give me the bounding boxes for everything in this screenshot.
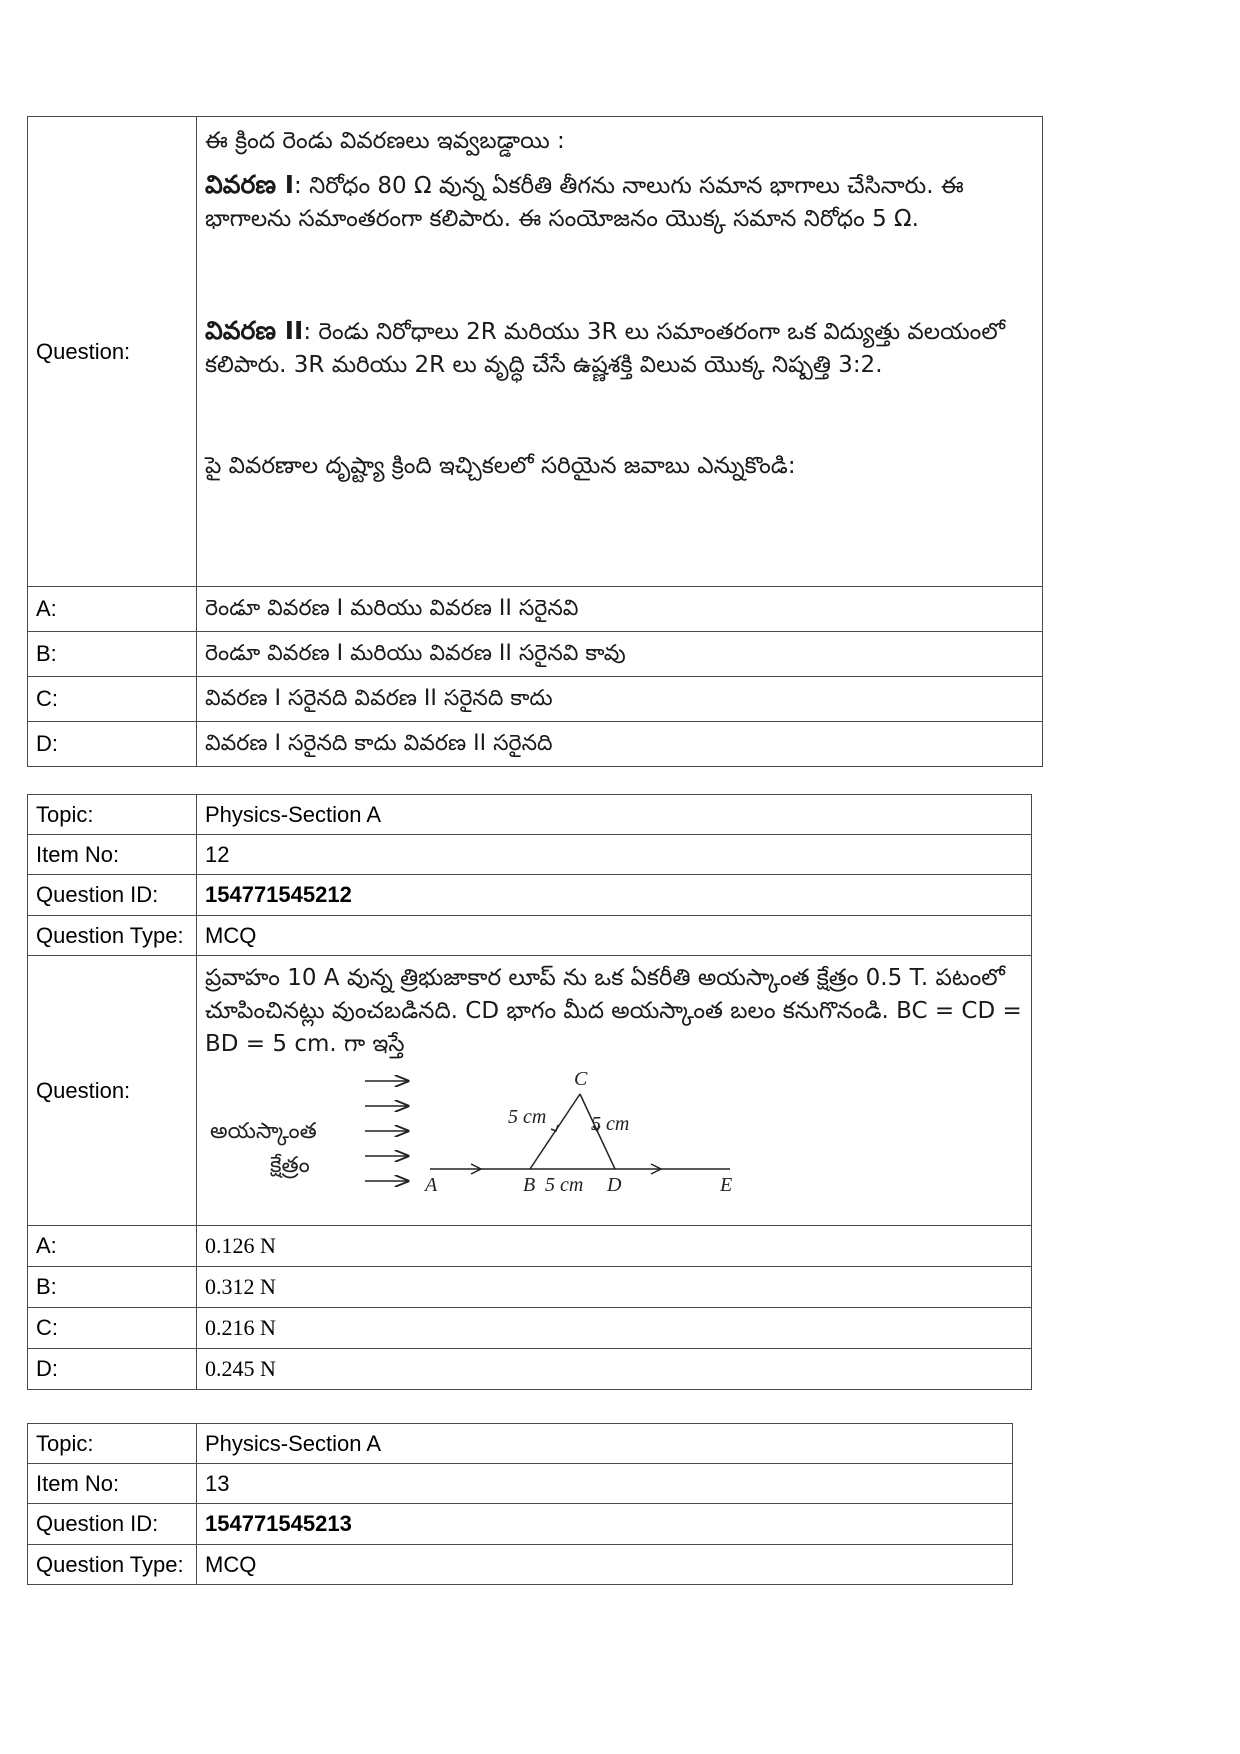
question-type-row: [28, 1545, 1013, 1585]
statement-1: [205, 168, 1034, 236]
question-type-row: [28, 916, 1032, 956]
field-label-line1: అయస్కాంత: [210, 1119, 317, 1144]
current-arrow: [551, 1125, 558, 1131]
option-label: A:: [28, 587, 197, 632]
item-value: 13: [197, 1464, 1013, 1504]
option-label: D:: [28, 1349, 197, 1390]
option-row-a: [28, 587, 1043, 632]
item-row: [28, 835, 1032, 875]
question-id-label: Question ID:: [28, 1504, 197, 1545]
question-table-11: [27, 116, 1043, 767]
field-label-line2: క్షేత్రం: [270, 1153, 310, 1178]
question-table-12: [27, 794, 1032, 1390]
topic-value: Physics-Section A: [197, 795, 1032, 835]
point-e-label: E: [720, 1174, 733, 1196]
option-text: వివరణ I సరైనది కాదు వివరణ II సరైనది: [197, 722, 1043, 767]
point-d-label: D: [607, 1174, 622, 1196]
point-b-label: B: [523, 1174, 536, 1196]
side-bd-label: 5 cm: [545, 1174, 584, 1196]
option-row-b: [28, 632, 1043, 677]
item-value: 12: [197, 835, 1032, 875]
question-id-row: [28, 875, 1032, 916]
question-row: [28, 117, 1043, 587]
option-text: 0.126 N: [197, 1226, 1032, 1267]
option-text: రెండూ వివరణ I మరియు వివరణ II సరైనవి కావు: [197, 632, 1043, 677]
field-arrows: [365, 1081, 408, 1181]
topic-label: Topic:: [28, 1424, 197, 1464]
option-text: 0.312 N: [197, 1267, 1032, 1308]
topic-row: [28, 1424, 1013, 1464]
statement-1-text: : నిరోధం 80 Ω వున్న ఏకరీతి తీగను నాలుగు సమాన భాగాలు చేసినారు. ఈ భాగాలను సమాంతరంగా కలిపారు. ఈ సంయోజనం యొక్క సమాన నిరోధం 5 Ω.: [205, 173, 964, 232]
question-body: [197, 956, 1032, 1226]
item-label: Item No:: [28, 1464, 197, 1504]
topic-row: [28, 795, 1032, 835]
statement-2-text: : రెండు నిరోధాలు 2R మరియు 3R లు సమాంతరంగా ఒక విద్యుత్తు వలయంలో కలిపారు. 3R మరియు 2R లు వృద్ధి చేసే ఉష్ణశక్తి విలువ యొక్క నిష్పత్తి 3:2.: [205, 319, 1005, 378]
current-loop: [430, 1094, 730, 1174]
option-label: A:: [28, 1226, 197, 1267]
question-label: Question:: [28, 117, 197, 587]
option-label: B:: [28, 632, 197, 677]
question-row: [28, 956, 1032, 1226]
option-text: వివరణ I సరైనది వివరణ II సరైనది కాదు: [197, 677, 1043, 722]
side-bc-label: 5 cm: [508, 1106, 547, 1128]
option-text: రెండూ వివరణ I మరియు వివరణ II సరైనవి: [197, 587, 1043, 632]
option-label: C:: [28, 677, 197, 722]
option-label: C:: [28, 1308, 197, 1349]
question-type-value: MCQ: [197, 1545, 1013, 1585]
statement-1-head: వివరణ I: [205, 170, 295, 199]
magnetic-field-diagram: [205, 1067, 765, 1197]
option-row-a: [28, 1226, 1032, 1267]
item-label: Item No:: [28, 835, 197, 875]
item-row: [28, 1464, 1013, 1504]
question-type-label: Question Type:: [28, 1545, 197, 1585]
option-row-c: [28, 1308, 1032, 1349]
statement-2-head: వివరణ II: [205, 316, 304, 345]
question-body: [197, 117, 1043, 587]
topic-label: Topic:: [28, 795, 197, 835]
option-row-b: [28, 1267, 1032, 1308]
option-label: B:: [28, 1267, 197, 1308]
option-row-d: [28, 722, 1043, 767]
question-text: ప్రవాహం 10 A వున్న త్రిభుజాకార లూప్ ను ఒక ఏకరీతి అయస్కాంత క్షేత్రం 0.5 T. పటంలో చూపించినట్లు వుంచబడినది. CD భాగం మీద అయస్కాంత బలం కనుగొనండి. BC = CD = BD = 5 cm. గా ఇస్తే: [205, 965, 1022, 1057]
statement-2: [205, 314, 1034, 382]
question-id-value: 154771545213: [197, 1504, 1013, 1545]
option-text: 0.245 N: [197, 1349, 1032, 1390]
point-a-label: A: [425, 1174, 438, 1196]
option-row-d: [28, 1349, 1032, 1390]
side-cd-label: 5 cm: [591, 1113, 630, 1135]
question-id-label: Question ID:: [28, 875, 197, 916]
topic-value: Physics-Section A: [197, 1424, 1013, 1464]
question-table-13: [27, 1423, 1013, 1585]
point-c-label: C: [574, 1068, 588, 1090]
option-row-c: [28, 677, 1043, 722]
question-id-row: [28, 1504, 1013, 1545]
question-intro: ఈ క్రింద రెండు వివరణలు ఇవ్వబడ్డాయి :: [205, 128, 565, 154]
option-text: 0.216 N: [197, 1308, 1032, 1349]
question-label: Question:: [28, 956, 197, 1226]
option-label: D:: [28, 722, 197, 767]
question-instruction: పై వివరణాల దృష్ట్యా క్రింది ఇచ్చికలలో సరియైన జవాబు ఎన్నుకొండి:: [205, 453, 796, 479]
question-type-value: MCQ: [197, 916, 1032, 956]
question-id-value: 154771545212: [197, 875, 1032, 916]
question-type-label: Question Type:: [28, 916, 197, 956]
